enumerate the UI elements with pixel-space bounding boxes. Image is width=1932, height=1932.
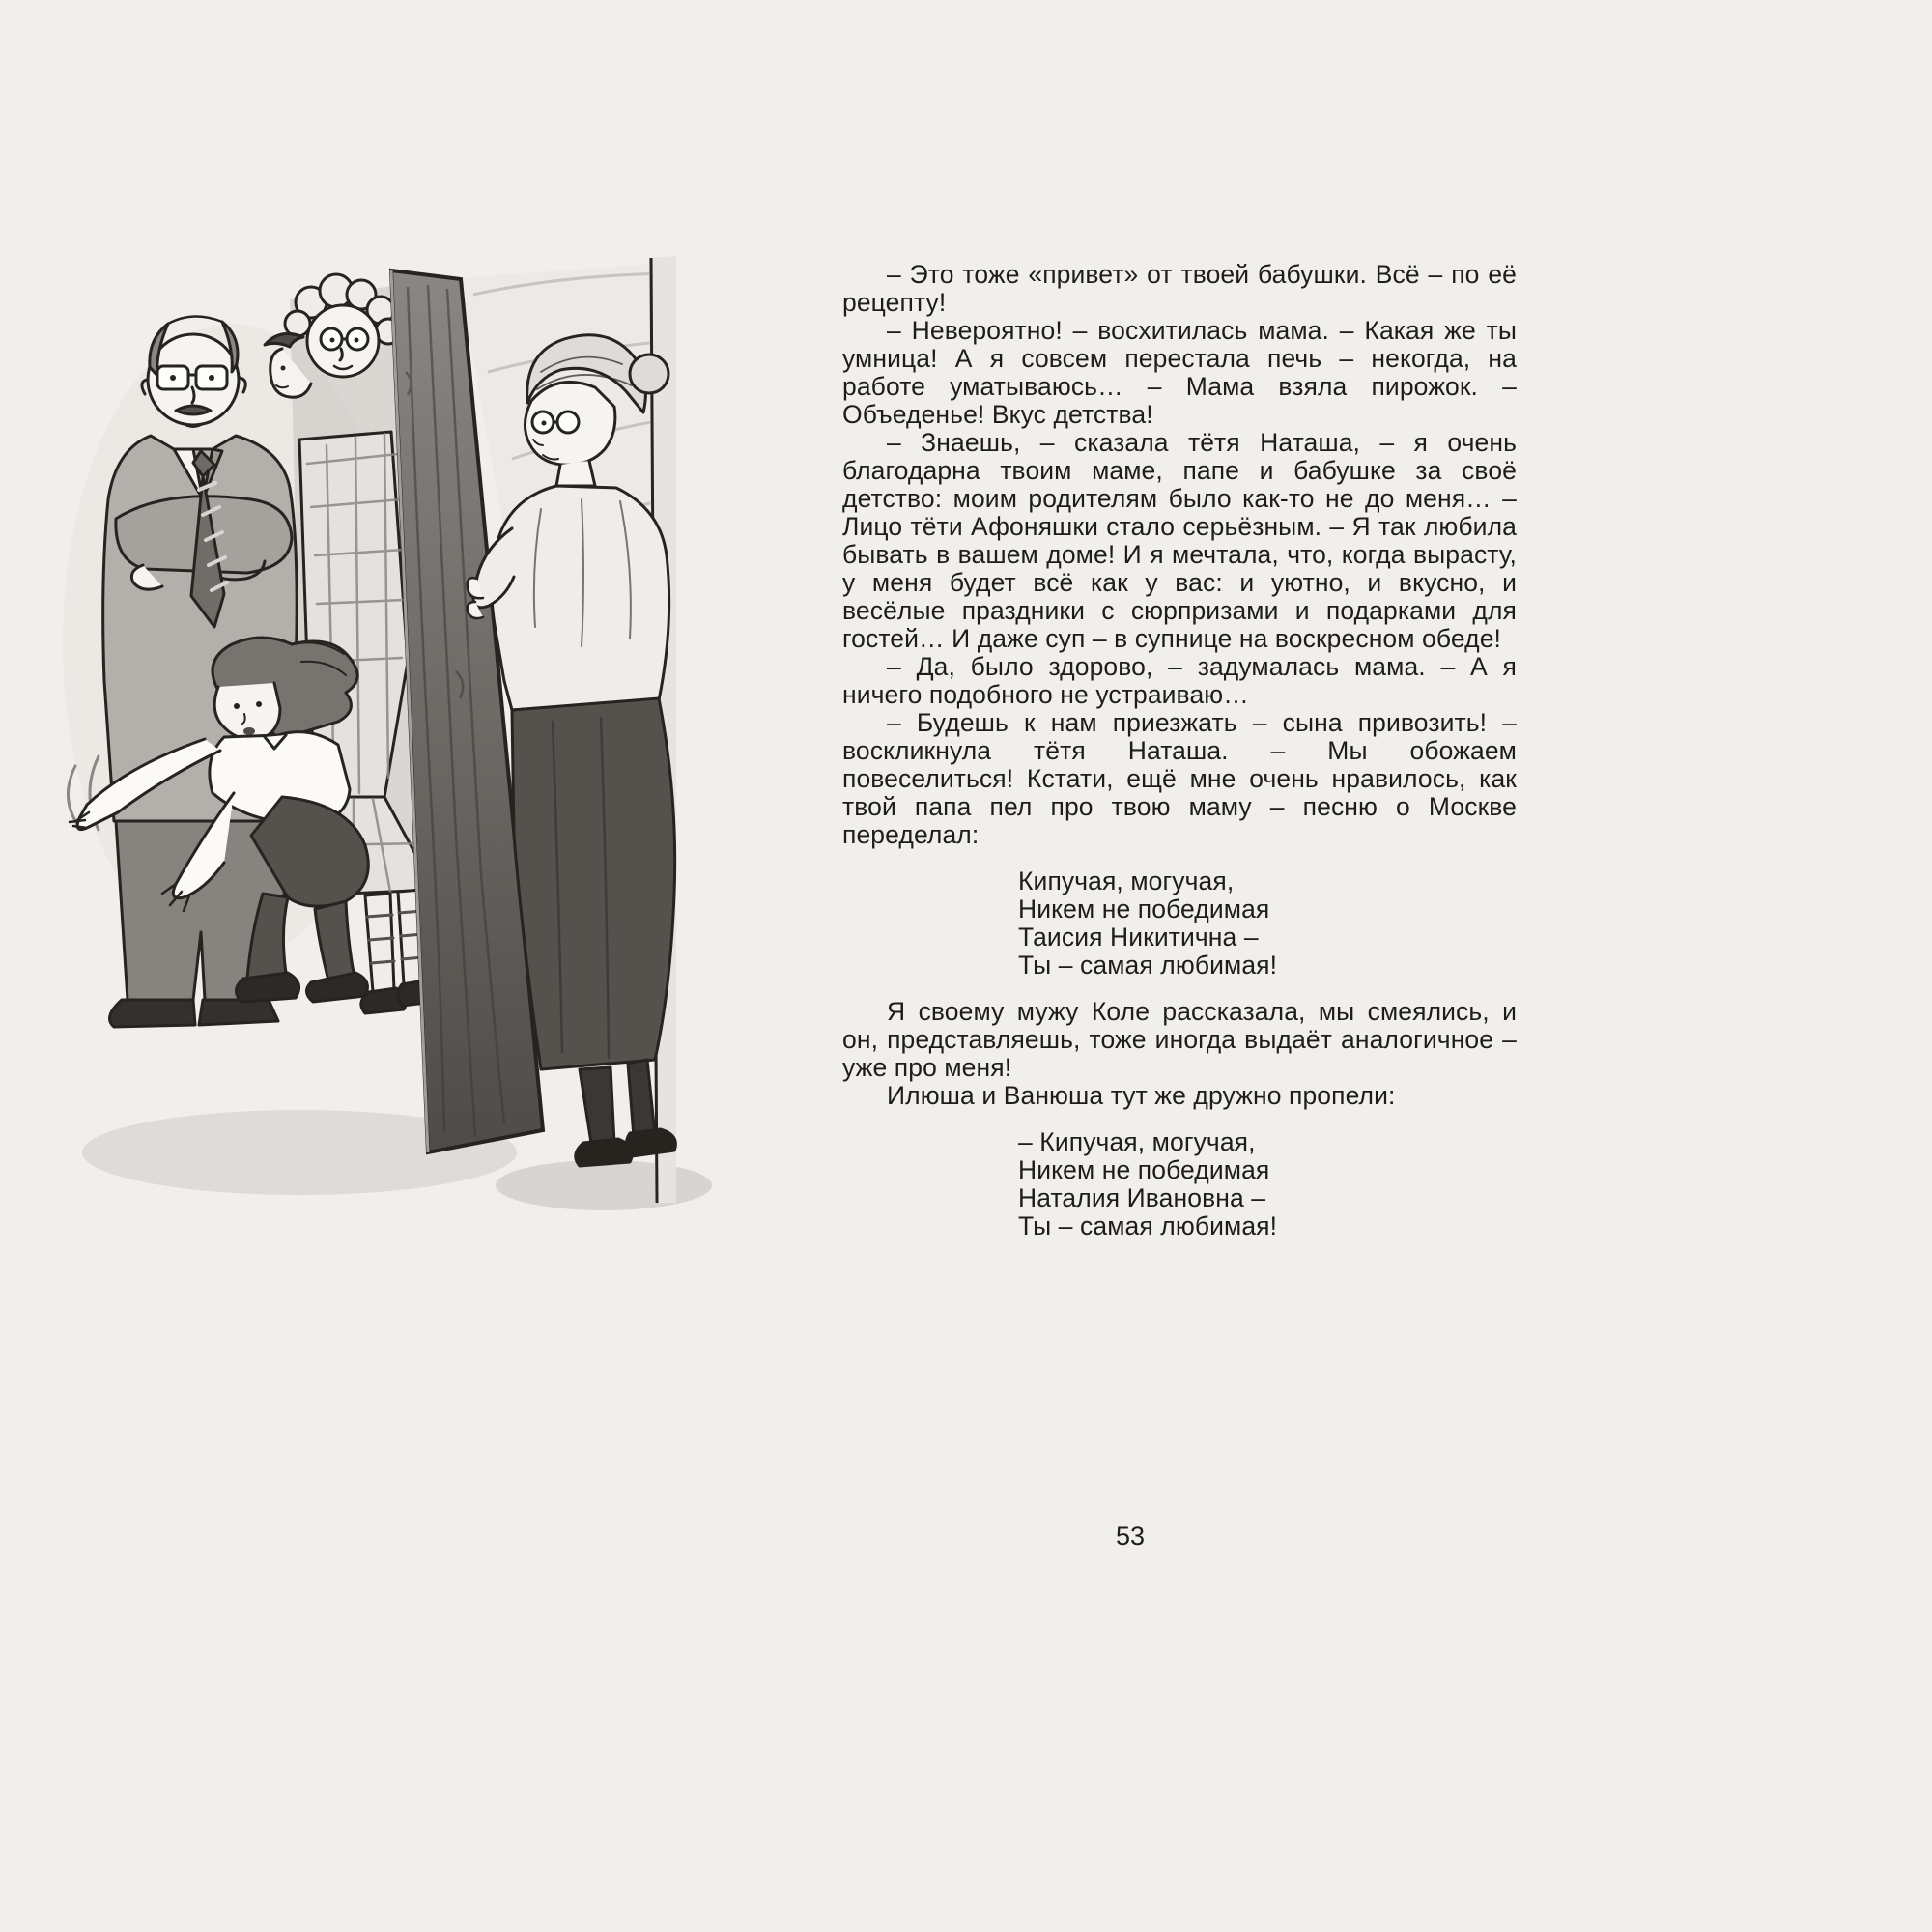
verse-block xyxy=(1018,867,1517,980)
verse-line: Таисия Никитична – xyxy=(1018,923,1259,952)
verse-line: – Кипучая, могучая, xyxy=(1018,1127,1256,1156)
verse-block xyxy=(1018,1128,1517,1240)
paragraph: – Невероятно! – восхитилась мама. – Какая же ты умница! А я совсем перестала печь – некогда, на работе уматываюсь… – Мама взяла пирожок. – Объеденье! Вкус детства! xyxy=(842,316,1517,429)
paragraph: – Да, было здорово, – задумалась мама. – А я ничего подобного не устраиваю… xyxy=(842,652,1517,709)
illustration-drawing xyxy=(58,256,715,1236)
paragraph: Я своему мужу Коле рассказала, мы смеялись, и он, представляешь, тоже иногда выдаёт аналогичное – уже про меня! xyxy=(842,997,1517,1082)
paragraph: – Это тоже «привет» от твоей бабушки. Всё – по её рецепту! xyxy=(842,260,1517,317)
verse-line: Никем не победимая xyxy=(1018,1155,1270,1184)
verse-line: Ты – самая любимая! xyxy=(1018,1211,1278,1240)
verse-line: Наталия Ивановна – xyxy=(1018,1183,1266,1212)
story-illustration xyxy=(58,256,715,1236)
paragraph: – Будешь к нам приезжать – сына привозить! – воскликнула тётя Наташа. – Мы обожаем повеселиться! Кстати, ещё мне очень нравилось, как твой папа пел про твою маму – песню о Москве переделал: xyxy=(842,708,1517,849)
verse-line: Ты – самая любимая! xyxy=(1018,951,1278,980)
verse-line: Кипучая, могучая, xyxy=(1018,867,1235,895)
verse-line: Никем не победимая xyxy=(1018,895,1270,923)
paragraph: – Знаешь, – сказала тётя Наташа, – я очень благодарна твоим маме, папе и бабушке за своё детство: моим родителям было как-то не до меня… – Лицо тёти Афоняшки стало серьёзным. – Я так любила бывать в вашем доме! И я мечтала, что, когда вырасту, у меня будет всё как у вас: и уютно, и вкусно, и весёлые праздники с сюрпризами и подарками для гостей… И даже суп – в супнице на воскресном обеде! xyxy=(842,428,1517,653)
page-text xyxy=(842,261,1517,1259)
page-number: 53 xyxy=(1115,1521,1146,1550)
paragraph: Илюша и Ванюша тут же дружно пропели: xyxy=(887,1081,1396,1110)
